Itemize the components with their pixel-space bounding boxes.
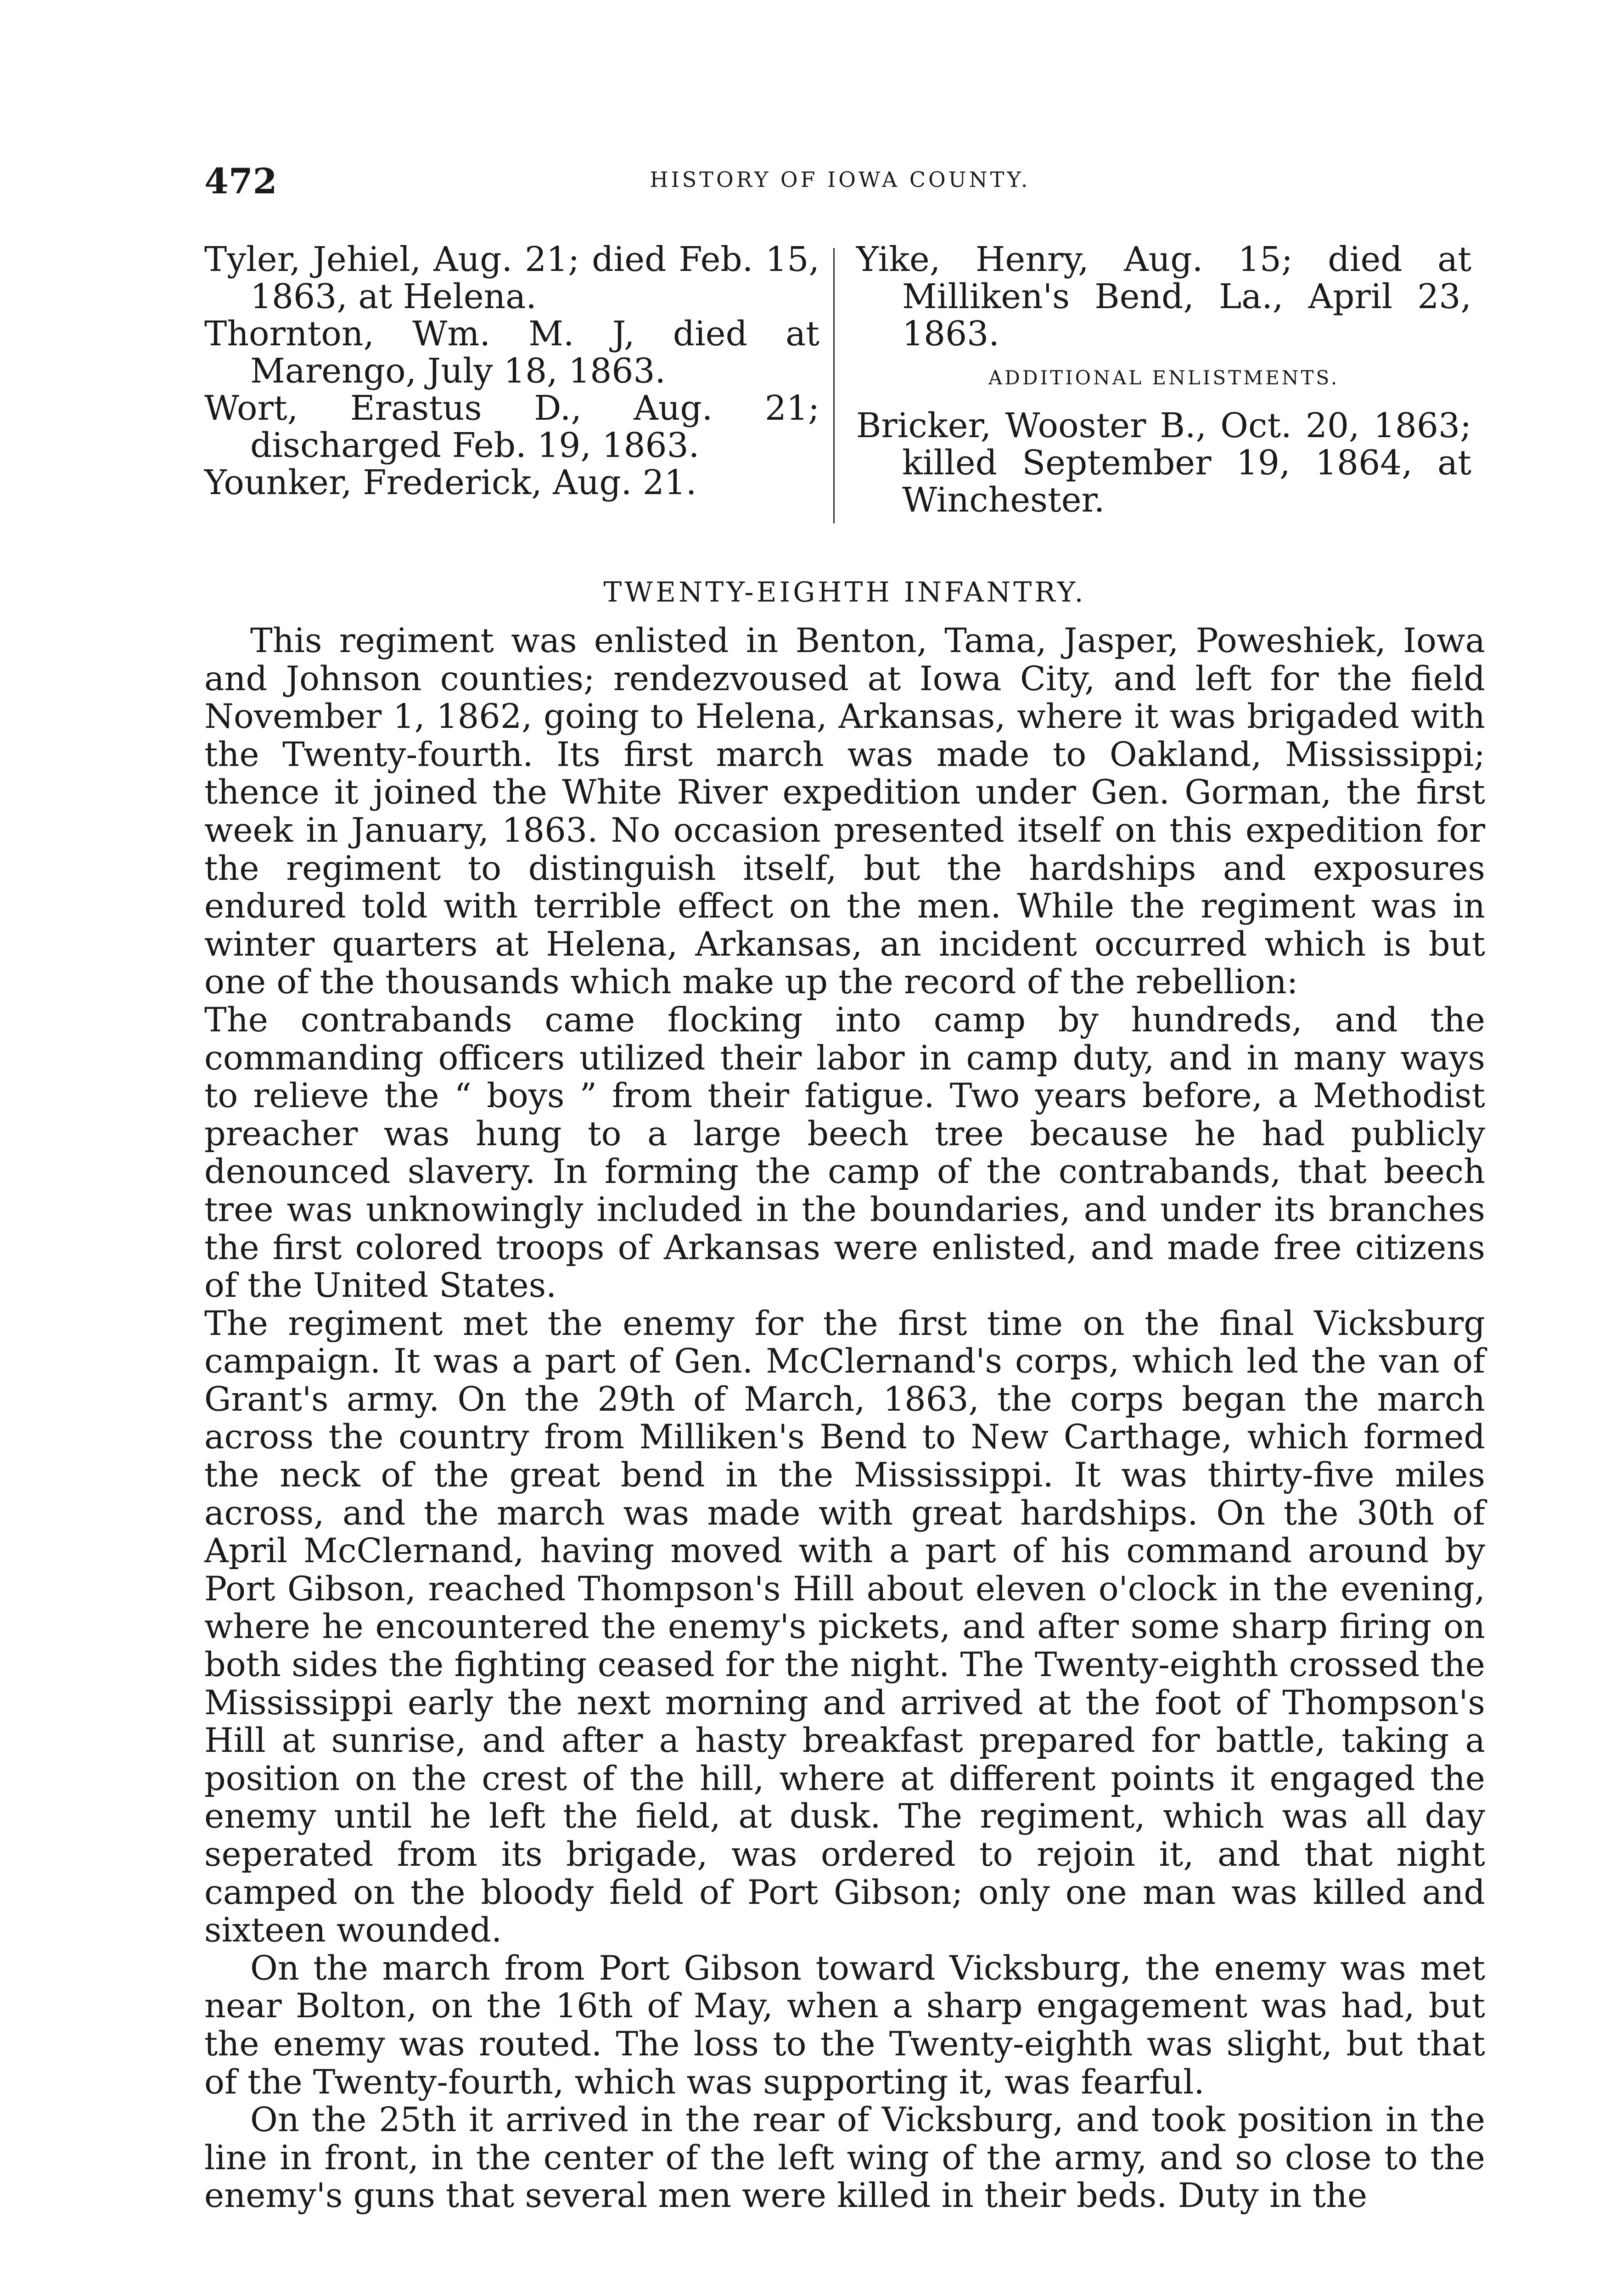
paragraph: The regiment met the enemy for the first time on the final Vicksburg campaign. It was a part of Gen. McClernand's corps, which led the van of Grant's army. On the 29th of March, 1863, the corps began the march across the country from Milliken's Bend to New Carthage, which formed the neck of the great bend in the Mississippi. It was thirty-five miles across, and the march was made with great hardships. On the 30th of April McClernand, having moved with a part of his command around by Port Gibson, reached Thompson's Hill about eleven o'clock in the evening, where he encountered the enemy's pickets, and after some sharp firing on both sides the fighting ceased for the night. The Twenty-eighth crossed the Mississippi early the next morning and arrived at the foot of Thompson's Hill at sunrise, and after a hasty breakfast prepared for battle, taking a position on the crest of the hill, where at different points it engaged the enemy until he left the field, at dusk. The regiment, which was all day seperated from its brigade, was ordered to rejoin it, and that night camped on the bloody field of Port Gibson; only one man was killed and sixteen wounded. [204,1304,1485,1950]
roster-entry: Wort, Erastus D., Aug. 21; discharged Feb. 19, 1863. [204,388,819,465]
roster-columns [204,241,1485,535]
paragraph: On the march from Port Gibson toward Vicksburg, the enemy was met near Bolton, on the 16th of May, when a sharp engagement was had, but the enemy was routed. The loss to the Twenty-eighth was slight, but that of the Twenty-fourth, which was supporting it, was fearful. [204,1948,1485,2102]
page-header [204,161,1476,211]
paragraph: The contrabands came flocking into camp by hundreds, and the commanding officers utilized their labor in camp duty, and in many ways to relieve the “ boys ” from their fatigue. Two years before, a Methodist preacher was hung to a large beech tree because he had publicly denounced slavery. In forming the camp of the contrabands, that beech tree was unknowingly included in the boundaries, and under its branches the first colored troops of Arkansas were enlisted, and made free citizens of the United States. [204,1000,1485,1306]
page-number: 472 [204,161,277,202]
paragraph: This regiment was enlisted in Benton, Tama, Jasper, Poweshiek, Iowa and Johnson counties; rendezvoused at Iowa City, and left for the field November 1, 1862, going to Helena, Arkansas, where it was brigaded with the Twenty-fourth. Its first march was made to Oakland, Mississippi; thence it joined the White River expedition under Gen. Gorman, the first week in January, 1863. No occasion presented itself on this expedition for the regiment to distinguish itself, but the hardships and exposures endured told with terrible effect on the men. While the regiment was in winter quarters at Helena, Arkansas, an incident occurred which is but one of the thousands which make up the record of the rebellion: [204,621,1485,1002]
section-title: TWENTY-EIGHTH INFANTRY. [603,576,1086,608]
roster-right-column [856,241,1471,519]
additional-enlistments-heading: ADDITIONAL ENLISTMENTS. [988,366,1340,389]
body-text [204,622,1485,2215]
roster-entry: Bricker, Wooster B., Oct. 20, 1863; killed September 19, 1864, at Winchester. [856,406,1471,520]
roster-entry: Younker, Frederick, Aug. 21. [204,463,697,502]
paragraph: On the 25th it arrived in the rear of Vicksburg, and took position in the line in front, in the center of the left wing of the army, and so close to the enemy's guns that several men were killed in their beds. Duty in the [204,2100,1485,2216]
roster-entry: Tyler, Jehiel, Aug. 21; died Feb. 15, 1863, at Helena. [204,240,819,316]
roster-entry: Yike, Henry, Aug. 15; died at Milliken's Bend, La., April 23, 1863. [856,240,1471,354]
running-head: HISTORY OF IOWA COUNTY. [650,167,1031,192]
roster-entry: Thornton, Wm. M. J, died at Marengo, July 18, 1863. [204,314,819,391]
column-divider [833,248,835,523]
roster-left-column [204,241,819,501]
